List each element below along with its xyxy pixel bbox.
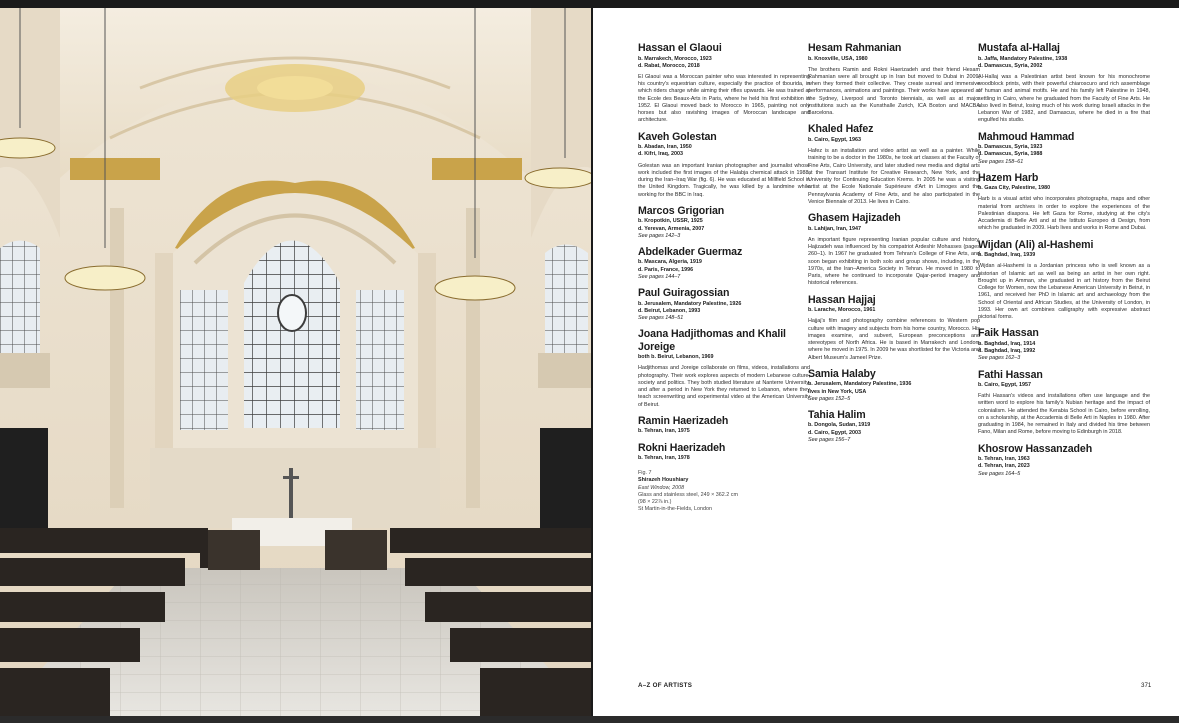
artist-dates: d. Kifri, Iraq, 2003	[638, 151, 683, 158]
artist-bio: Al-Hallaj was a Palestinian artist best known for his monochrome woodblock prints, with their powerful chiaroscuro and rich assemblage of human and animal motifs. He and his family left Palestine in 1948, settling in Cairo, where he graduated from the Faculty of Fine Arts. He also lived in Beirut, losing much of his work during Israeli attacks in the Lebanon War of 1982, and Damascus, where he died in a fire that engulfed his studio.	[978, 73, 1150, 124]
artist-entry	[978, 131, 1150, 166]
artist-dates: b. Jaffa, Mandatory Palestine, 1938	[978, 55, 1068, 62]
see-pages: See pages 142–3	[638, 232, 681, 239]
artist-dates: b. Kropotkin, USSR, 1925	[638, 218, 703, 225]
artist-name: Rokni Haerizadeh	[638, 441, 726, 454]
church-interior-photo	[0, 8, 591, 716]
artist-dates: b. Marrakech, Morocco, 1923	[638, 55, 712, 62]
artist-entry	[638, 442, 810, 463]
caption-title: East Window, 2008	[638, 484, 685, 491]
artist-entry	[808, 123, 980, 206]
artist-dates: b. Jerusalem, Mandatory Palestine, 1936	[808, 381, 912, 388]
artist-bio: Hadjithomas and Joreige collaborate on films, videos, installations and photography. Their work explores aspects of modern Lebanese culture, society and politics. They both studied literature at Nanterre University, and after a period in New York they returned to Lebanon, where they teach screenwriting and experimental video at the American University of Beirut.	[638, 365, 810, 408]
artist-bio: An important figure representing Iranian popular culture and history, Hajizadeh was influenced by his compatriot Ardeshir Mohasses (pages 260–1). In 1967 he graduated from Tehran's College of Fine Arts, and soon began exhibiting in both solo and group shows, including, in the 1970s, at the Iran–America Society in Tehran. He moved in 1980 to Paris, where he continued to incorporate Qajar-period imagery and historical references.	[808, 236, 980, 287]
artist-entry	[638, 131, 810, 199]
artist-entry	[978, 369, 1150, 437]
artist-entry	[978, 42, 1150, 125]
artist-entry	[638, 205, 810, 240]
see-pages: See pages 148–51	[638, 314, 684, 321]
artist-dates: b. Tehran, Iran, 1963	[978, 456, 1030, 463]
artist-entry	[638, 246, 810, 281]
artist-name: Wijdan (Ali) al-Hashemi	[978, 238, 1094, 251]
artist-name: Hazem Harb	[978, 171, 1039, 184]
artist-dates: b. Tehran, Iran, 1978	[638, 455, 690, 462]
column-1	[638, 42, 810, 513]
artist-dates: d. Rabat, Morocco, 2018	[638, 62, 700, 69]
artist-name: Paul Guiragossian	[638, 287, 730, 300]
artist-name: Hassan el Glaoui	[638, 42, 722, 54]
artist-name: Faik Hassan	[978, 327, 1039, 340]
artist-bio: Harb is a visual artist who incorporates photographs, maps and other material from archives in order to explore the experiences of the Palestinian diaspora. He left Gaza for Rome, studying at the city's Accademia di Belle Arti and at the Istituto Europeo di Design, from which he graduated in 2009. Harb lives and works in Rome and Dubai.	[978, 196, 1150, 232]
column-3	[978, 42, 1150, 484]
artist-bio: Wijdan al-Hashemi is a Jordanian princess who is well known as a historian of Islamic art as well as being an artist in her own right. Brought up in Amman, she graduated in art history from the Beirut College for Women, now the Lebanese American University in Beirut, in 1961, and received her PhD in Islamic art and archaeology from the School of Oriental and African Studies, at the University of London, in 1993. Her own art combines calligraphy with expressive abstract pictorial forms.	[978, 263, 1150, 321]
artist-bio: Hafez is an installation and video artist as well as a painter. While training to be a doctor in the 1980s, he took art classes at the Faculty of Fine Arts, Cairo University, and later studied new media and digital arts at the Transart Institute for Creative Research, New York, and the University for Continuing Education Krems. In 2005 he was a visiting artist at the Ecole Nationale Supérieure d'Art in Limoges and the Pennsylvania Academy of Fine Arts, and he also participated in the Venice Biennale of 2013. He lives in Cairo.	[808, 148, 980, 205]
artist-dates: b. Tehran, Iran, 1975	[638, 428, 690, 435]
artist-dates: b. Damascus, Syria, 1923	[978, 144, 1043, 151]
artist-dates: b. Dongola, Sudan, 1919	[808, 422, 871, 429]
see-pages: See pages 162–3	[978, 355, 1021, 362]
artist-dates: d. Paris, France, 1996	[638, 266, 694, 273]
artist-bio: The brothers Ramin and Rokni Haerizadeh and their friend Hesam Rahmanian were all brought up in Iran but moved to Dubai in 2009, when they formed their collective. They create surreal and immersive performances, animations and paintings. Their works have appeared at the Sydney, Liverpool and Toronto biennials, as well as at major institutions such as the Kunsthalle Zurich, ICA Boston and MACBA Barcelona.	[808, 66, 980, 117]
artist-dates: b. Jerusalem, Mandatory Palestine, 1926	[638, 300, 742, 307]
artist-entry	[808, 294, 980, 362]
artist-dates: d. Damascus, Syria, 1988	[978, 151, 1043, 158]
artist-dates: b. Knoxville, USA, 1980	[808, 55, 868, 62]
artist-bio: Golestan was an important Iranian photographer and journalist whose work included the first images of the Halabja chemical attack in 1988, during the Iran–Iraq War (fig. 6). He was educated at Millfield School in the United Kingdom. Tragically, he was killed by a landmine while working for the BBC in Iraq.	[638, 162, 810, 198]
artist-name: Kaveh Golestan	[638, 130, 717, 143]
caption-artist: Shirazeh Houshiary	[638, 477, 689, 484]
caption-line: (98 × 22⅞ in.)	[638, 499, 672, 506]
artist-name: Ghasem Hajizadeh	[808, 212, 901, 225]
artist-name: Khosrow Hassanzadeh	[978, 442, 1093, 455]
artist-name: Hassan Hajjaj	[808, 293, 876, 306]
caption-line: St Martin-in-the-Fields, London	[638, 506, 713, 513]
see-pages: See pages 156–7	[808, 436, 851, 443]
text-page	[593, 8, 1179, 716]
artist-name: Abdelkader Guermaz	[638, 245, 743, 258]
column-2	[808, 42, 980, 450]
artist-dates: b. Cairo, Egypt, 1957	[978, 382, 1032, 389]
see-pages: See pages 152–5	[808, 395, 851, 402]
artist-dates: d. Cairo, Egypt, 2003	[808, 429, 862, 436]
artist-bio: Fathi Hassan's videos and installations often use language and the written word to explore his family's Nubian heritage and the impact of colonialism. He attended the Kerabia School in Cairo, before enrolling, on a scholarship, at the Accademia di Belle Arti in Naples in 1980. After graduating in 1984, he remained in Italy and divided his time between Fano, Milan and Rome, before moving to Edinburgh in 2018.	[978, 393, 1150, 436]
artist-entry	[638, 328, 810, 409]
artist-name: Khaled Hafez	[808, 123, 874, 136]
artist-dates: b. Abadan, Iran, 1950	[638, 144, 692, 151]
bottom-strip	[0, 716, 1179, 723]
artist-name: Joana Hadjithomas and Khalil Joreige	[638, 328, 786, 353]
see-pages: See pages 158–61	[978, 158, 1024, 165]
artist-dates: d. Yerevan, Armenia, 2007	[638, 225, 705, 232]
artist-dates: d. Damascus, Syria, 2002	[978, 62, 1043, 69]
artist-name: Ramin Haerizadeh	[638, 414, 729, 427]
see-pages: See pages 164–5	[978, 470, 1021, 477]
artist-entry	[808, 409, 980, 444]
artist-name: Fathi Hassan	[978, 368, 1043, 381]
artist-name: Hesam Rahmanian	[808, 42, 902, 54]
caption-line: Glass and stainless steel, 249 × 362.2 cm	[638, 491, 738, 498]
artist-bio: Hajjaj's film and photography combine references to Western pop culture with imagery and subjects from his home country, Morocco. His images examine, and subvert, European preconceptions and stereotypes of North Africa. He is based in Marrakech and London, where he moved in 1975. In 2009 he was shortlisted for the Victoria and Albert Museum's Jameel Prize.	[808, 318, 980, 361]
artist-dates: b. Baghdad, Iraq, 1914	[978, 340, 1036, 347]
page-number: 371	[1141, 682, 1152, 689]
artist-entry	[808, 42, 980, 117]
figure-caption	[638, 470, 810, 513]
artist-name: Marcos Grigorian	[638, 204, 725, 217]
artist-entry	[808, 368, 980, 403]
artist-entry	[978, 443, 1150, 478]
artist-dates: d. Baghdad, Iraq, 1992	[978, 348, 1036, 355]
artist-dates: b. Cairo, Egypt, 1963	[808, 136, 862, 143]
artist-dates: b. Mascara, Algeria, 1919	[638, 259, 702, 266]
artist-name: Mustafa al-Hallaj	[978, 42, 1060, 54]
artist-name: Samia Halaby	[808, 367, 876, 380]
artist-dates: b. Larache, Morocco, 1961	[808, 307, 876, 314]
see-pages: See pages 144–7	[638, 273, 681, 280]
artist-dates: b. Gaza City, Palestine, 1980	[978, 185, 1051, 192]
artist-dates: d. Beirut, Lebanon, 1993	[638, 307, 701, 314]
artist-entry	[978, 327, 1150, 362]
artist-entry	[638, 287, 810, 322]
artist-dates: both b. Beirut, Lebanon, 1969	[638, 354, 714, 361]
artist-name: Mahmoud Hammad	[978, 130, 1075, 143]
artist-dates: d. Tehran, Iran, 2023	[978, 463, 1030, 470]
artist-entry	[978, 172, 1150, 233]
artist-entry	[808, 212, 980, 287]
artist-bio: El Glaoui was a Moroccan painter who was interested in representing his country's equestrian culture, especially the practice of tbourida, in which riders charge while aiming their rifles upwards. He was trained at the Ecole des Beaux-Arts in Paris, where he held his first exhibition in 1952. El Glaoui moved back to Morocco in 1965, painting not only horses but also ravishing images of Moroccan landscape and architecture.	[638, 73, 810, 124]
caption-fig: Fig. 7	[638, 470, 652, 477]
artist-dates: lives in New York, USA	[808, 388, 867, 395]
artist-entry	[638, 415, 810, 436]
artist-entry	[638, 42, 810, 125]
artist-entry	[978, 239, 1150, 322]
section-footer: A–Z OF ARTISTS	[638, 682, 693, 689]
artist-dates: b. Lahijan, Iran, 1947	[808, 225, 862, 232]
artist-name: Tahia Halim	[808, 408, 866, 421]
artist-dates: b. Baghdad, Iraq, 1939	[978, 252, 1036, 259]
